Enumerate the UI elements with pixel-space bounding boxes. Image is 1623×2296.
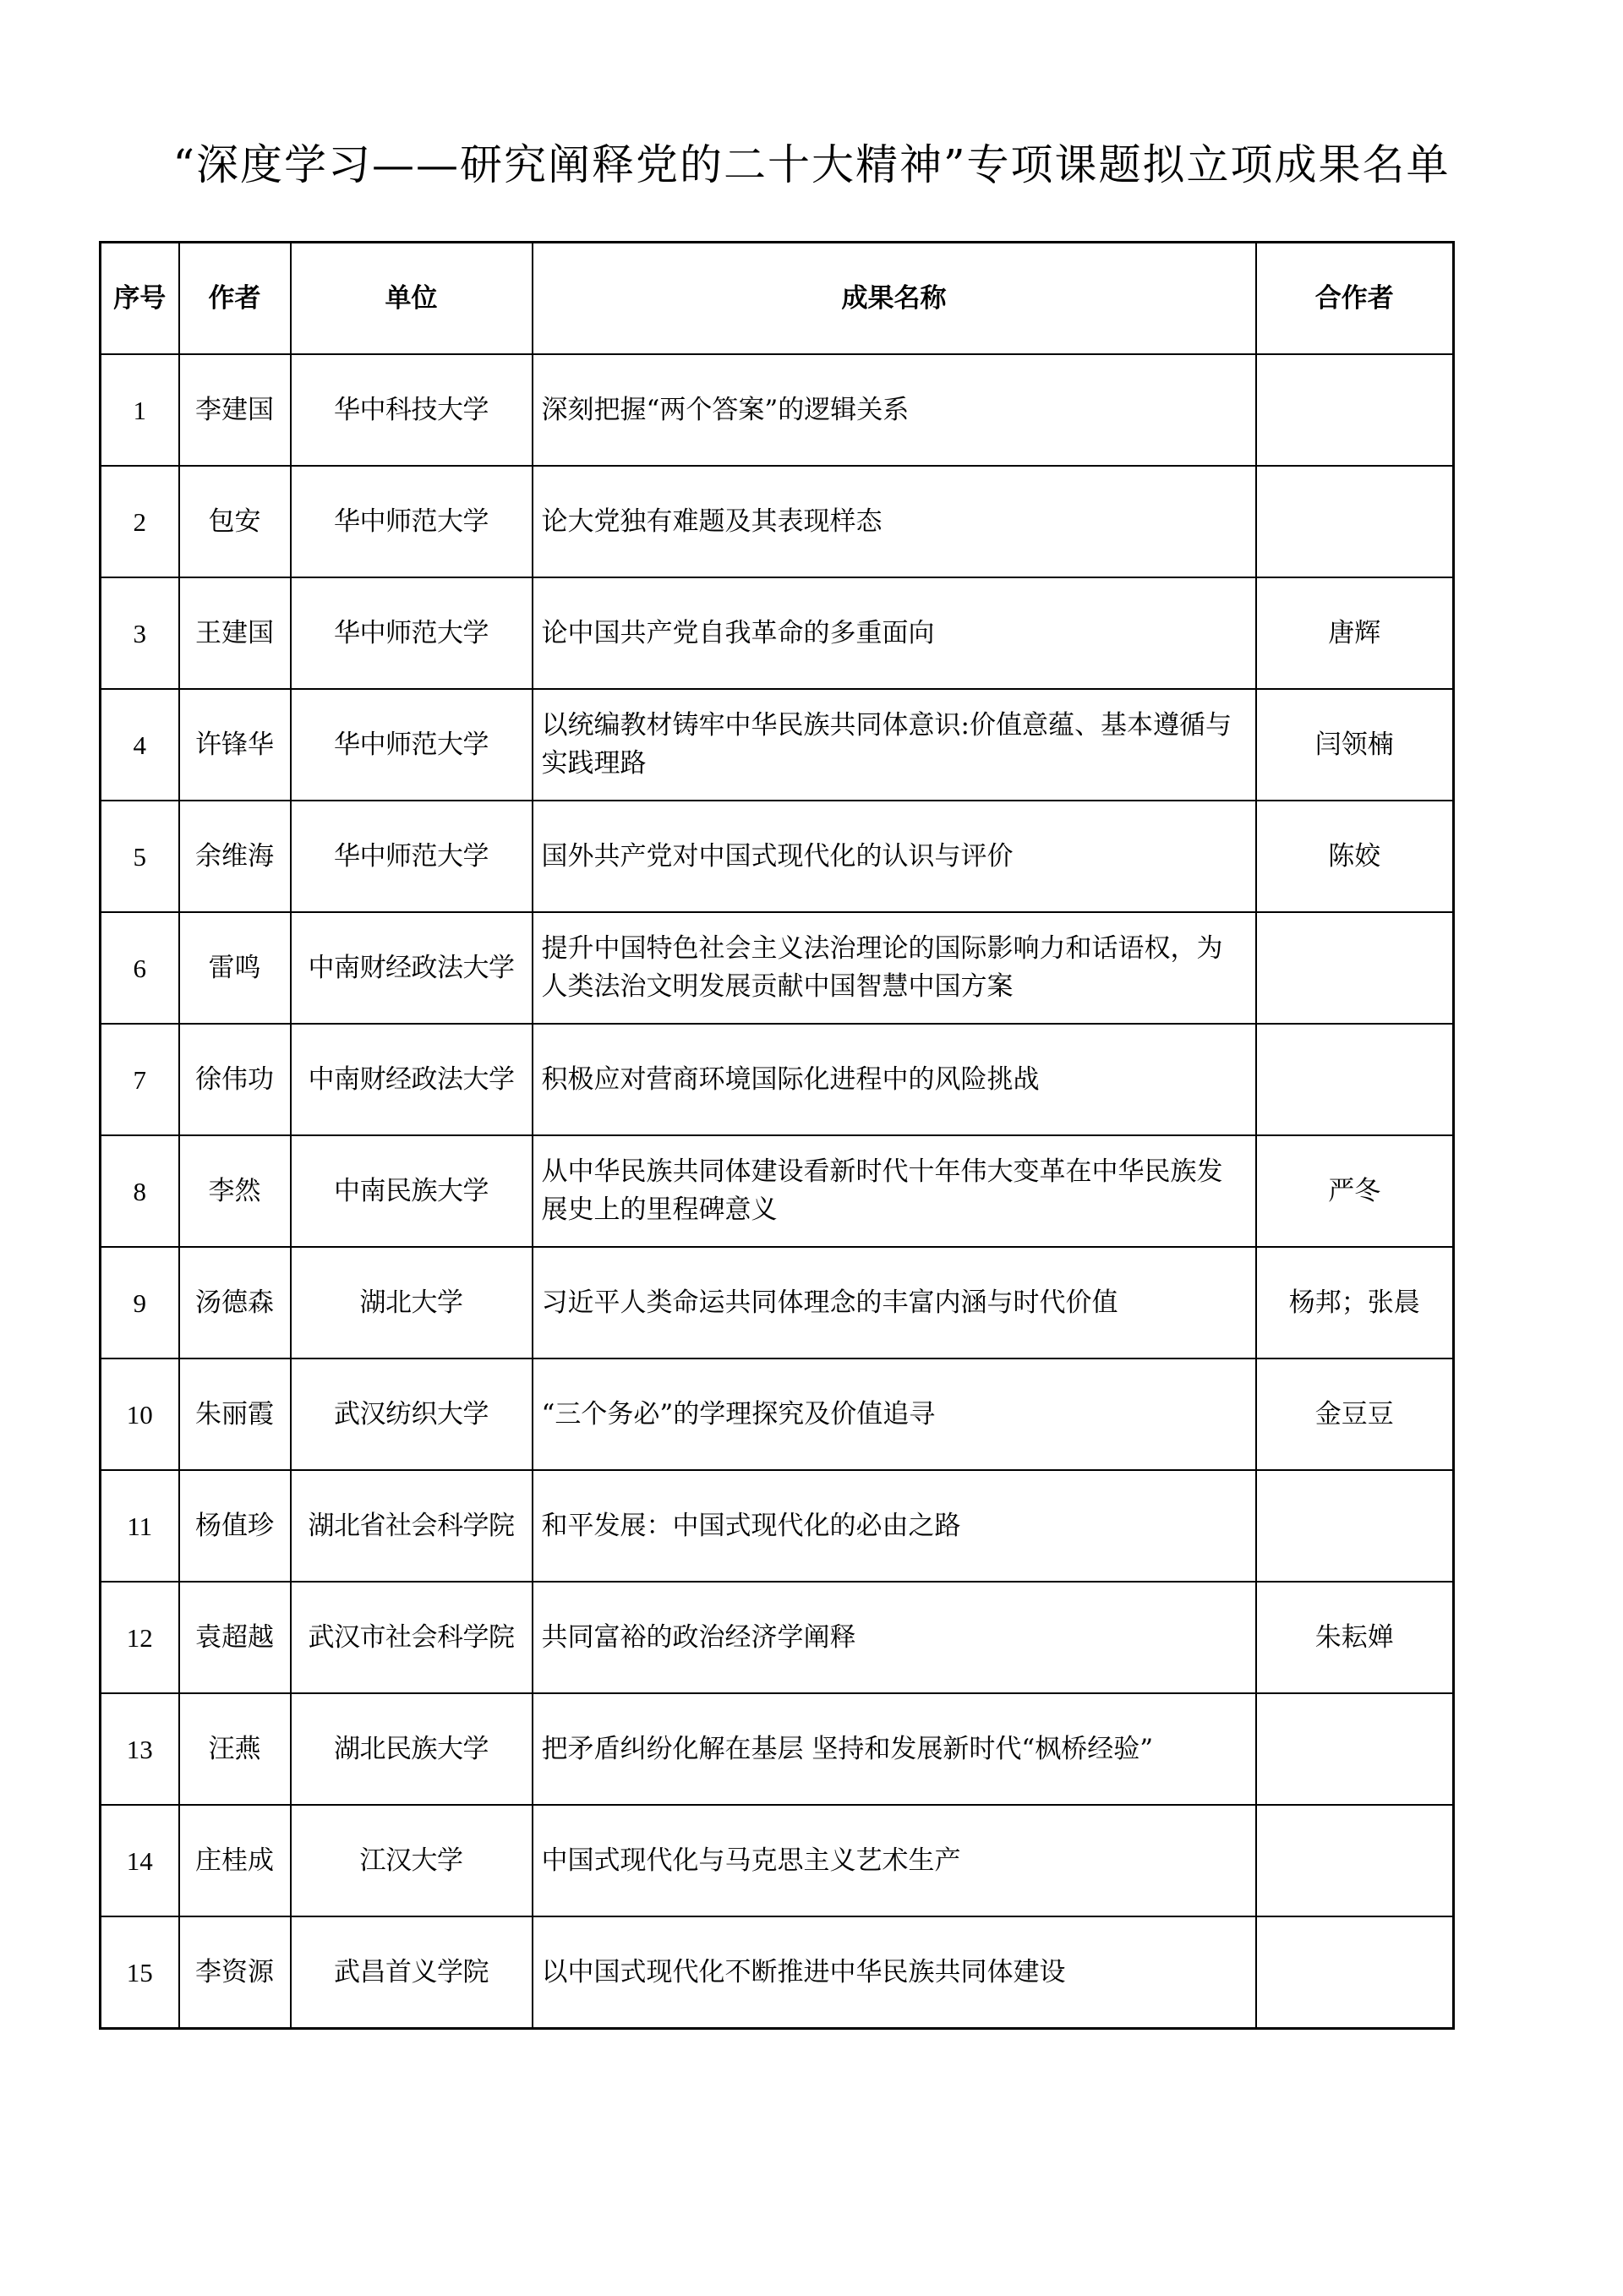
row-collaborator: 朱耘婵 xyxy=(1256,1582,1454,1693)
table-header-row xyxy=(101,243,1454,355)
header-unit: 单位 xyxy=(291,243,533,355)
page-title: “深度学习——研究阐释党的二十大精神”专项课题拟立项成果名单 xyxy=(172,140,1451,189)
row-index: 14 xyxy=(101,1805,179,1916)
row-unit: 湖北民族大学 xyxy=(291,1693,533,1805)
row-author: 李建国 xyxy=(179,354,291,466)
row-author: 徐伟功 xyxy=(179,1024,291,1135)
header-collaborator: 合作者 xyxy=(1256,243,1454,355)
row-author: 包安 xyxy=(179,466,291,577)
row-unit: 华中师范大学 xyxy=(291,577,533,689)
row-author: 李然 xyxy=(179,1135,291,1247)
row-index: 11 xyxy=(101,1470,179,1582)
table-row xyxy=(101,1805,1454,1916)
row-work: 以中国式现代化不断推进中华民族共同体建设 xyxy=(533,1916,1256,2029)
row-author: 雷鸣 xyxy=(179,912,291,1024)
row-unit: 江汉大学 xyxy=(291,1805,533,1916)
table-row xyxy=(101,912,1454,1024)
table-row xyxy=(101,1582,1454,1693)
row-collaborator: 唐辉 xyxy=(1256,577,1454,689)
row-collaborator: 严冬 xyxy=(1256,1135,1454,1247)
row-author: 许锋华 xyxy=(179,689,291,801)
row-unit: 湖北省社会科学院 xyxy=(291,1470,533,1582)
header-work: 成果名称 xyxy=(533,243,1256,355)
row-work: 习近平人类命运共同体理念的丰富内涵与时代价值 xyxy=(533,1247,1256,1358)
table-row xyxy=(101,1024,1454,1135)
row-collaborator: 闫领楠 xyxy=(1256,689,1454,801)
row-work: 积极应对营商环境国际化进程中的风险挑战 xyxy=(533,1024,1256,1135)
row-index: 13 xyxy=(101,1693,179,1805)
results-table xyxy=(99,241,1455,2030)
row-unit: 湖北大学 xyxy=(291,1247,533,1358)
table-row xyxy=(101,1693,1454,1805)
row-collaborator: 金豆豆 xyxy=(1256,1358,1454,1470)
row-collaborator xyxy=(1256,1024,1454,1135)
row-unit: 中南财经政法大学 xyxy=(291,912,533,1024)
row-unit: 武昌首义学院 xyxy=(291,1916,533,2029)
row-unit: 中南民族大学 xyxy=(291,1135,533,1247)
row-work: 国外共产党对中国式现代化的认识与评价 xyxy=(533,801,1256,912)
row-unit: 中南财经政法大学 xyxy=(291,1024,533,1135)
row-author: 汪燕 xyxy=(179,1693,291,1805)
table-row xyxy=(101,354,1454,466)
table-row xyxy=(101,1358,1454,1470)
table-row xyxy=(101,801,1454,912)
row-index: 9 xyxy=(101,1247,179,1358)
row-index: 7 xyxy=(101,1024,179,1135)
row-work: 论中国共产党自我革命的多重面向 xyxy=(533,577,1256,689)
row-index: 12 xyxy=(101,1582,179,1693)
row-work: 以统编教材铸牢中华民族共同体意识:价值意蕴、基本遵循与实践理路 xyxy=(533,689,1256,801)
row-unit: 华中科技大学 xyxy=(291,354,533,466)
row-work: “三个务必”的学理探究及价值追寻 xyxy=(533,1358,1256,1470)
table-row xyxy=(101,1916,1454,2029)
header-index: 序号 xyxy=(101,243,179,355)
header-author: 作者 xyxy=(179,243,291,355)
row-unit: 华中师范大学 xyxy=(291,689,533,801)
row-index: 5 xyxy=(101,801,179,912)
row-index: 8 xyxy=(101,1135,179,1247)
row-index: 10 xyxy=(101,1358,179,1470)
row-collaborator xyxy=(1256,912,1454,1024)
row-author: 杨值珍 xyxy=(179,1470,291,1582)
row-unit: 华中师范大学 xyxy=(291,466,533,577)
table-row xyxy=(101,1135,1454,1247)
row-collaborator xyxy=(1256,354,1454,466)
row-author: 余维海 xyxy=(179,801,291,912)
row-collaborator xyxy=(1256,1805,1454,1916)
row-unit: 华中师范大学 xyxy=(291,801,533,912)
row-collaborator xyxy=(1256,1693,1454,1805)
table-row xyxy=(101,689,1454,801)
table-row xyxy=(101,1470,1454,1582)
row-work: 共同富裕的政治经济学阐释 xyxy=(533,1582,1256,1693)
row-author: 王建国 xyxy=(179,577,291,689)
row-collaborator: 陈姣 xyxy=(1256,801,1454,912)
row-author: 朱丽霞 xyxy=(179,1358,291,1470)
row-work: 论大党独有难题及其表现样态 xyxy=(533,466,1256,577)
row-collaborator: 杨邦；张晨 xyxy=(1256,1247,1454,1358)
row-index: 4 xyxy=(101,689,179,801)
row-index: 1 xyxy=(101,354,179,466)
row-work: 提升中国特色社会主义法治理论的国际影响力和话语权，为人类法治文明发展贡献中国智慧中国方案 xyxy=(533,912,1256,1024)
row-collaborator xyxy=(1256,1916,1454,2029)
row-author: 袁超越 xyxy=(179,1582,291,1693)
row-work: 从中华民族共同体建设看新时代十年伟大变革在中华民族发展史上的里程碑意义 xyxy=(533,1135,1256,1247)
row-author: 李资源 xyxy=(179,1916,291,2029)
row-author: 庄桂成 xyxy=(179,1805,291,1916)
row-collaborator xyxy=(1256,466,1454,577)
row-unit: 武汉纺织大学 xyxy=(291,1358,533,1470)
row-work: 把矛盾纠纷化解在基层 坚持和发展新时代“枫桥经验” xyxy=(533,1693,1256,1805)
row-author: 汤德森 xyxy=(179,1247,291,1358)
row-work: 深刻把握“两个答案”的逻辑关系 xyxy=(533,354,1256,466)
table-row xyxy=(101,1247,1454,1358)
row-unit: 武汉市社会科学院 xyxy=(291,1582,533,1693)
row-index: 3 xyxy=(101,577,179,689)
table-row xyxy=(101,466,1454,577)
row-index: 6 xyxy=(101,912,179,1024)
row-index: 2 xyxy=(101,466,179,577)
row-index: 15 xyxy=(101,1916,179,2029)
row-collaborator xyxy=(1256,1470,1454,1582)
table-row xyxy=(101,577,1454,689)
row-work: 和平发展：中国式现代化的必由之路 xyxy=(533,1470,1256,1582)
row-work: 中国式现代化与马克思主义艺术生产 xyxy=(533,1805,1256,1916)
